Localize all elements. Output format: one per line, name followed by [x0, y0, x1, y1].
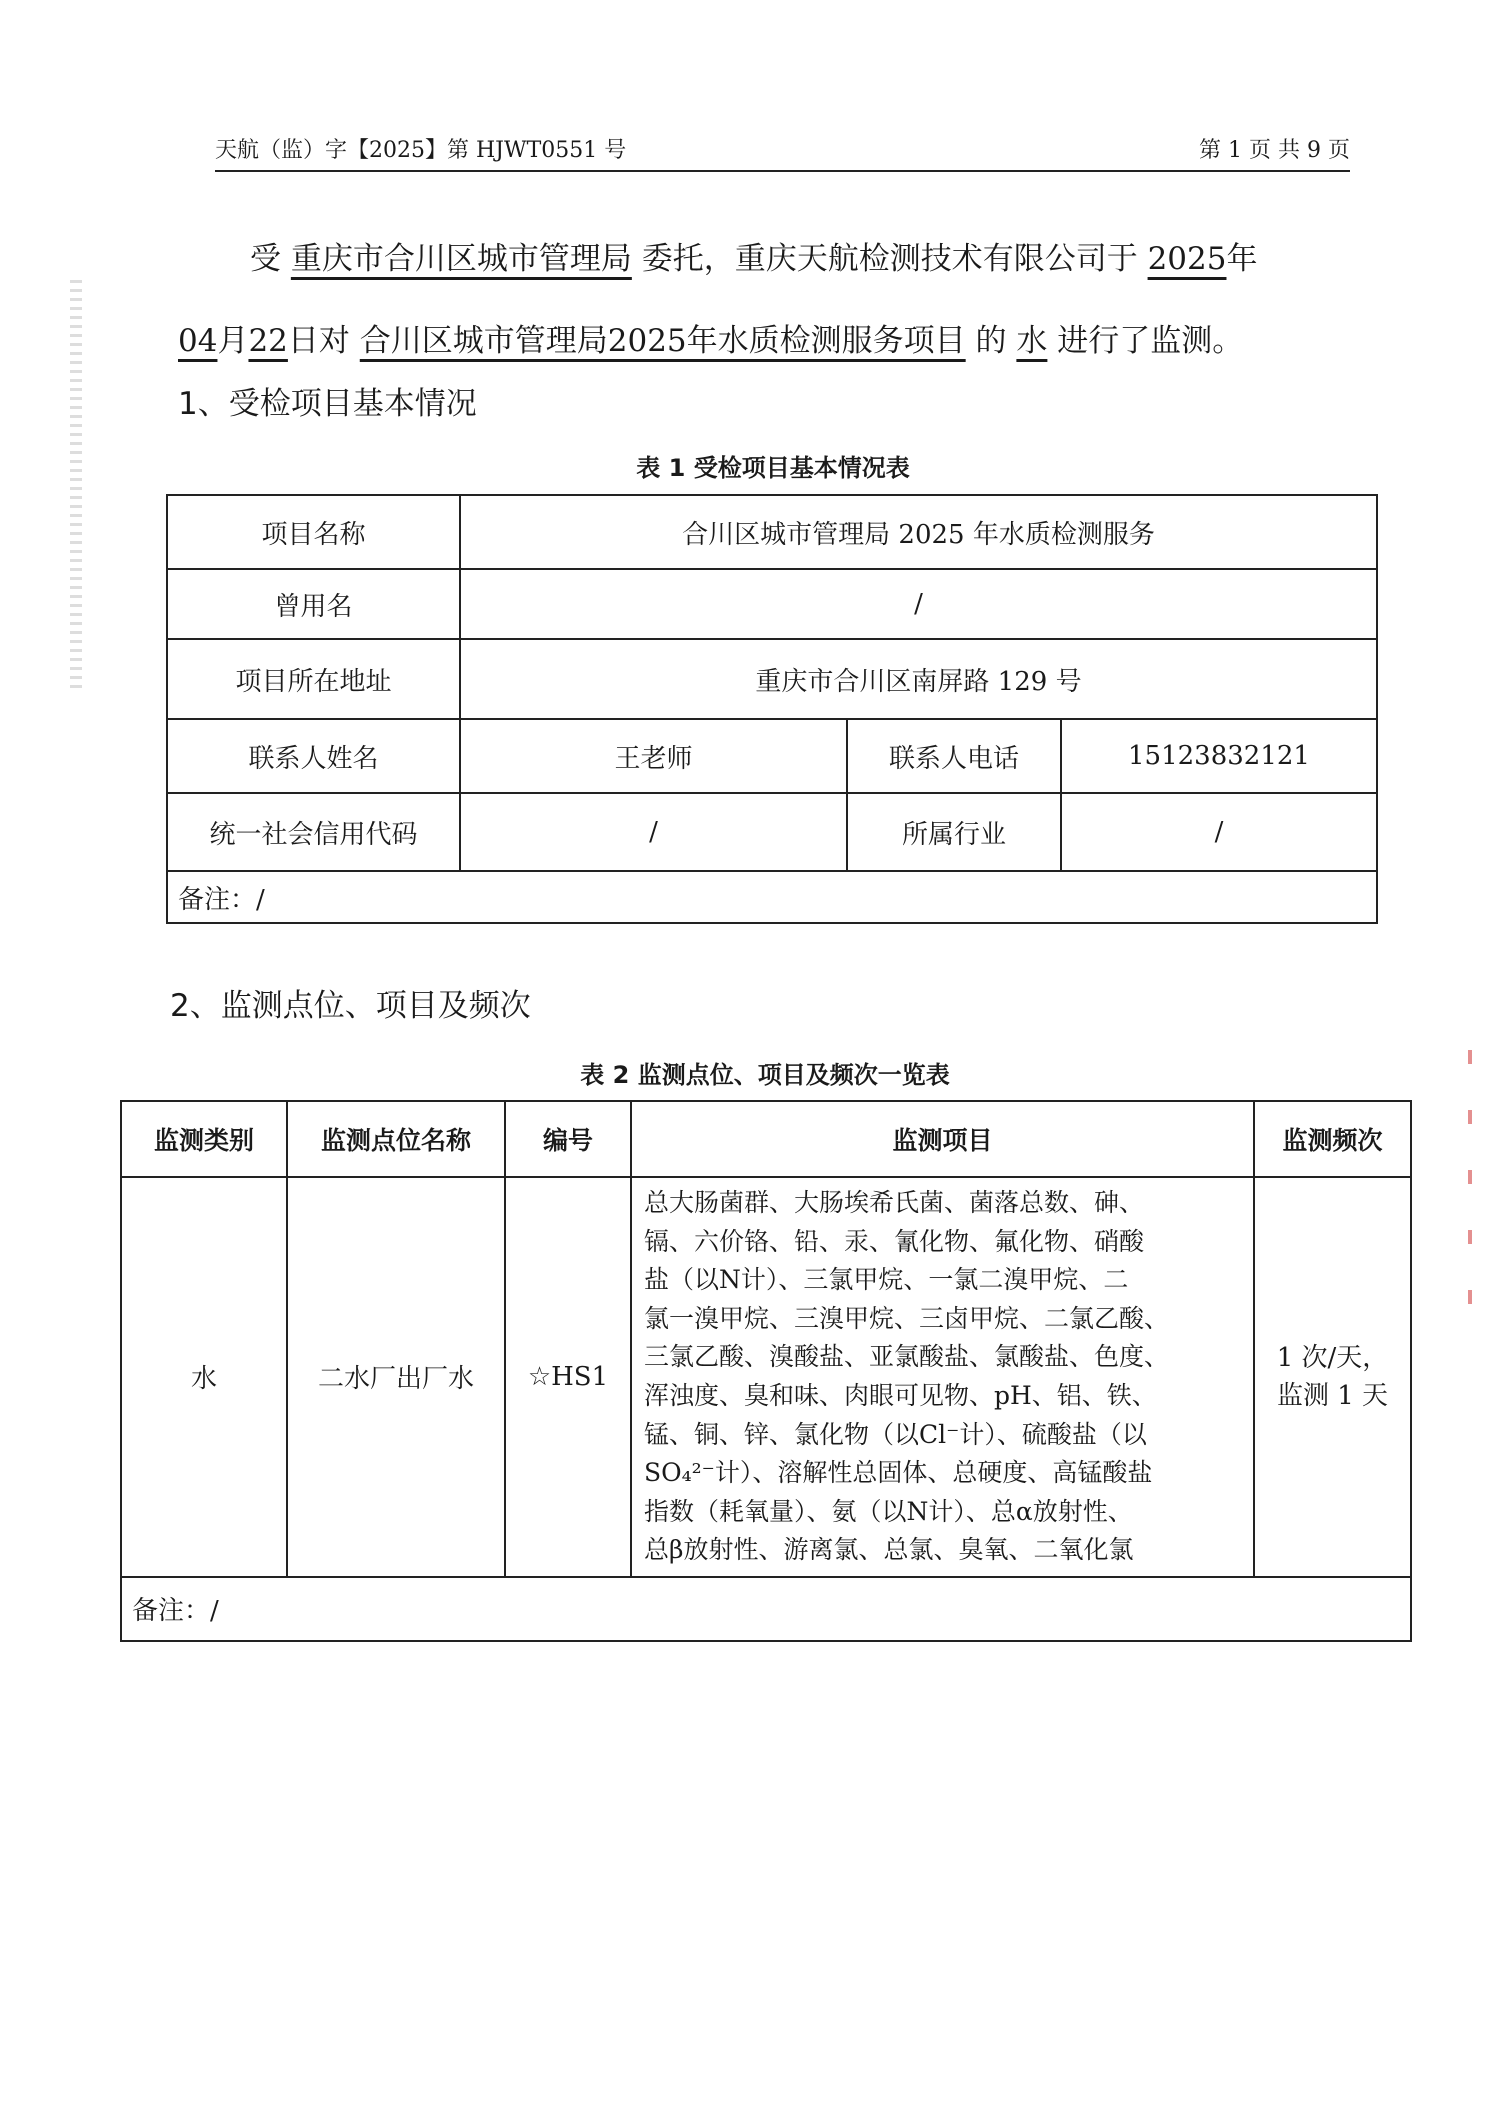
basic-info-table — [166, 494, 1378, 924]
items-line: 镉、六价铬、铅、汞、氰化物、氟化物、硝酸 — [644, 1226, 1145, 1256]
project-name-value: 合川区城市管理局 2025 年水质检测服务 — [460, 495, 1377, 569]
items-line: 锰、铜、锌、氯化物（以Cl⁻计）、硫酸盐（以 — [644, 1419, 1147, 1449]
industry-label: 所属行业 — [847, 793, 1061, 871]
category-cell: 水 — [121, 1177, 287, 1577]
intro-text: 受 — [250, 241, 281, 277]
intro-text: 日对 — [287, 323, 350, 359]
page-number: 第 1 页 共 9 页 — [1199, 138, 1350, 163]
phone-label: 联系人电话 — [847, 719, 1061, 793]
items-line: 总大肠菌群、大肠埃希氏菌、菌落总数、砷、 — [644, 1188, 1145, 1217]
project-name: 合川区城市管理局2025年水质检测服务项目 — [359, 323, 966, 359]
items-line: 总β放射性、游离氯、总氯、臭氧、二氧化氯 — [644, 1535, 1134, 1565]
frequency-line-2: 监测 1 天 — [1276, 1380, 1389, 1411]
header-category: 监测类别 — [121, 1101, 287, 1177]
intro-line-1 — [178, 218, 1378, 300]
intro-line-2 — [178, 300, 1378, 382]
binding-margin-mark — [70, 280, 82, 690]
project-name-label: 项目名称 — [167, 495, 460, 569]
header-code: 编号 — [505, 1101, 631, 1177]
table-2-note: 备注：/ — [121, 1577, 1411, 1641]
intro-text: 进行了监测。 — [1057, 323, 1244, 359]
document-number: 天航（监）字【2025】第 HJWT0551 号 — [215, 138, 627, 163]
items-line: 盐（以N计）、三氯甲烷、一氯二溴甲烷、二 — [644, 1265, 1129, 1295]
credit-code-label: 统一社会信用代码 — [167, 793, 460, 871]
red-edge-mark — [1468, 1050, 1472, 1330]
intro-paragraph — [178, 218, 1378, 382]
industry-value: / — [1061, 793, 1377, 871]
frequency-cell — [1254, 1177, 1411, 1577]
table-1-note: 备注：/ — [167, 871, 1377, 923]
intro-text: 月 — [217, 323, 249, 359]
date-year: 2025 — [1147, 241, 1227, 277]
section-1-title: 1、受检项目基本情况 — [178, 386, 477, 422]
section-2-title: 2、监测点位、项目及频次 — [170, 988, 531, 1024]
header-frequency: 监测频次 — [1254, 1101, 1411, 1177]
table-1-caption: 表 1 受检项目基本情况表 — [636, 454, 910, 482]
frequency-line-1: 1 次/天， — [1276, 1342, 1389, 1373]
phone-value: 15123832121 — [1061, 719, 1377, 793]
page-header — [215, 132, 1350, 172]
code-cell: ☆HS1 — [505, 1177, 631, 1577]
intro-text: 委托，重庆天航检测技术有限公司于 — [641, 241, 1138, 277]
items-line: 三氯乙酸、溴酸盐、亚氯酸盐、氯酸盐、色度、 — [644, 1342, 1170, 1372]
former-name-label: 曾用名 — [167, 569, 460, 639]
address-label: 项目所在地址 — [167, 639, 460, 719]
credit-code-value: / — [460, 793, 847, 871]
medium: 水 — [1016, 323, 1048, 359]
date-day: 22 — [248, 323, 288, 359]
items-line: 指数（耗氧量）、氨（以N计）、总α放射性、 — [644, 1496, 1133, 1526]
intro-text: 年 — [1226, 241, 1258, 277]
header-site: 监测点位名称 — [287, 1101, 505, 1177]
contact-value: 王老师 — [460, 719, 847, 793]
intro-text: 的 — [975, 323, 1007, 359]
monitoring-table — [120, 1100, 1412, 1642]
items-line: 氯一溴甲烷、三溴甲烷、三卤甲烷、二氯乙酸、 — [644, 1303, 1170, 1333]
site-cell: 二水厂出厂水 — [287, 1177, 505, 1577]
items-line: SO₄²⁻计）、溶解性总固体、总硬度、高锰酸盐 — [644, 1458, 1153, 1488]
header-items: 监测项目 — [631, 1101, 1254, 1177]
former-name-value: / — [460, 569, 1377, 639]
items-cell — [631, 1177, 1254, 1577]
contact-label: 联系人姓名 — [167, 719, 460, 793]
items-line: 浑浊度、臭和味、肉眼可见物、pH、铝、铁、 — [644, 1380, 1157, 1410]
table-2-caption: 表 2 监测点位、项目及频次一览表 — [580, 1061, 950, 1089]
address-value: 重庆市合川区南屏路 129 号 — [460, 639, 1377, 719]
client-name: 重庆市合川区城市管理局 — [290, 241, 632, 277]
date-month: 04 — [178, 323, 218, 359]
